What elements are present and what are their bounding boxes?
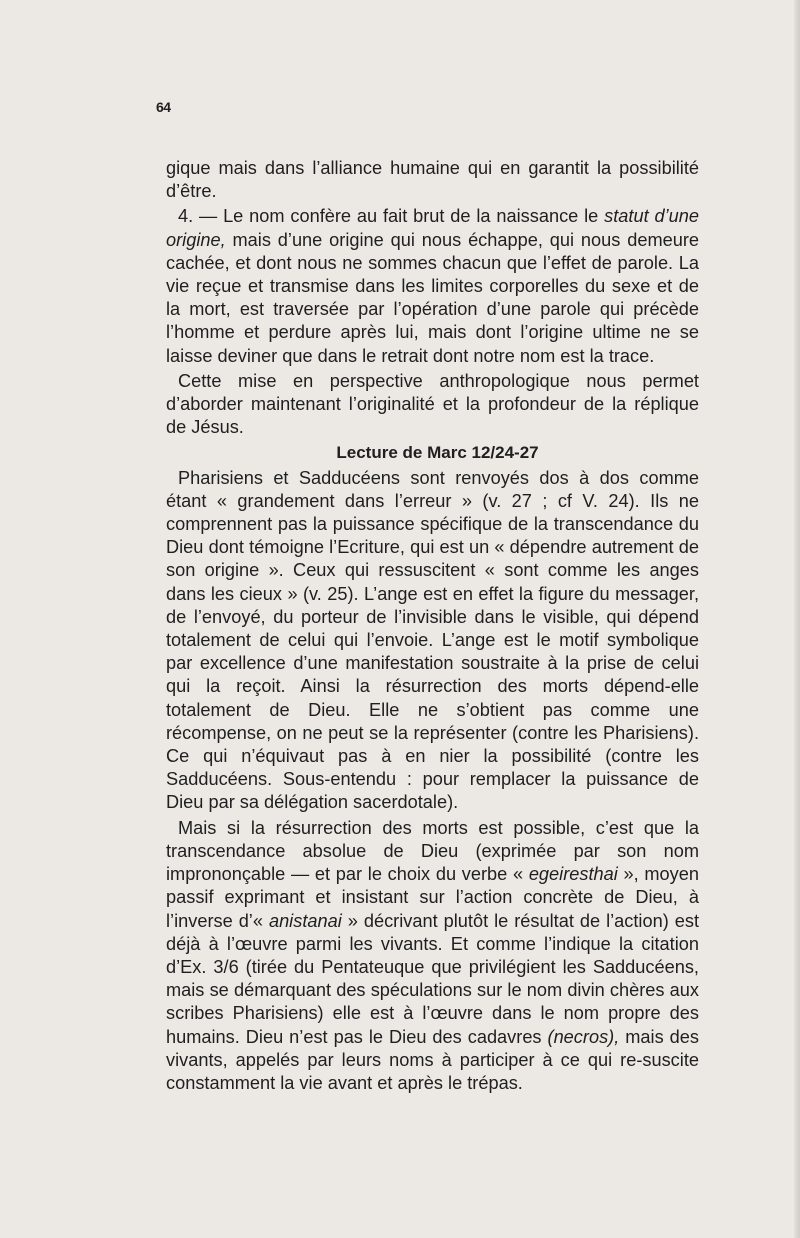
paragraph-2 xyxy=(166,205,699,367)
page-number: 64 xyxy=(156,99,171,115)
paragraph-5 xyxy=(166,817,699,1095)
paragraph-2-italic: statut d’une origine, xyxy=(166,206,699,250)
paragraph-4: Pharisiens et Sadducéens sont renvoyés dos à dos comme étant « grandement dans l’erreur » (v. 27 ; cf V. 24). Ils ne comprennent pas la puissance spécifique de la transcendance du Dieu dont témoigne l’Ecriture, qui est un « dépendre autrement de son origine ». Ceux qui ressuscitent « sont comme les anges dans les cieux » (v. 25). L’ange est en effet la figure du messager, de l’envoyé, du porteur de l’invisible dans le visible, qui dépend totalement de celui qui l’envoie. L’ange est le motif symbolique par excellence d’une manifestation soustraite à la prise de celui qui la reçoit. Ainsi la résurrection des morts dépend-elle totalement de Dieu. Elle ne s’obtient pas comme une récompense, on ne peut se la représenter (contre les Pharisiens). Ce qui n’équivaut pas à en nier la possibilité (contre les Sadducéens. Sous-entendu : pour remplacer la puissance de Dieu par sa délégation sacerdotale). xyxy=(166,467,699,813)
paragraph-5-italic-egeiresthai: egeiresthai xyxy=(528,864,618,885)
paragraph-5-italic-necros: (necros), xyxy=(547,1026,620,1047)
body-text xyxy=(166,157,699,1095)
paragraph-2-text-c: mais d’une origine qui nous échappe, qui nous demeure cachée, et dont nous ne sommes chacun que l’effet de parole. La vie reçue et transmise dans les limites corporelles du sexe et de la mort, est traversée par l’opération d’une parole qui précède l’homme et perdure après lui, mais dont l’origine ultime ne se laisse deviner que dans le retrait dont notre nom est la trace. xyxy=(166,229,699,366)
paragraph-5-italic-anistanai: anistanai xyxy=(268,910,342,931)
paragraph-2-text-a: 4. — Le nom confère au fait brut de la naissance le xyxy=(178,206,605,227)
paragraph-5-text-a: Mais si la résurrection des morts est possible, c’est que la transcendance absolue de Dieu (exprimée par son nom imprononçable — et par le choix du verbe « xyxy=(166,817,699,885)
page-edge xyxy=(794,0,800,1238)
paragraph-3: Cette mise en perspective anthropologique nous permet d’aborder maintenant l’originalité et la profondeur de la réplique de Jésus. xyxy=(166,370,699,438)
paragraph-5-text-c: », moyen passif exprimant et insistant sur l’action concrète de Dieu, à l’inverse d’« xyxy=(166,864,699,931)
paragraph-5-text-e: » décrivant plutôt le résultat de l’action) est déjà à l’œuvre parmi les vivants. Et comme l’indique la citation d’Ex. 3/6 (tirée du Pentateuque que privilégient les Sadducéens, mais se démarquant des spéculations sur le nom divin chères aux scribes Pharisiens) elle est à l’œuvre dans le nom propre des humains. Dieu n’est pas le Dieu des cadavres xyxy=(166,910,699,1047)
paragraph-1: gique mais dans l’alliance humaine qui en garantit la possibilité d’être. xyxy=(166,158,699,202)
section-heading: Lecture de Marc 12/24-27 xyxy=(336,443,539,463)
paragraph-5-text-g: mais des vivants, appelés par leurs noms à participer à ce qui re-suscite constamment la vie avant et après le trépas. xyxy=(166,1026,699,1093)
